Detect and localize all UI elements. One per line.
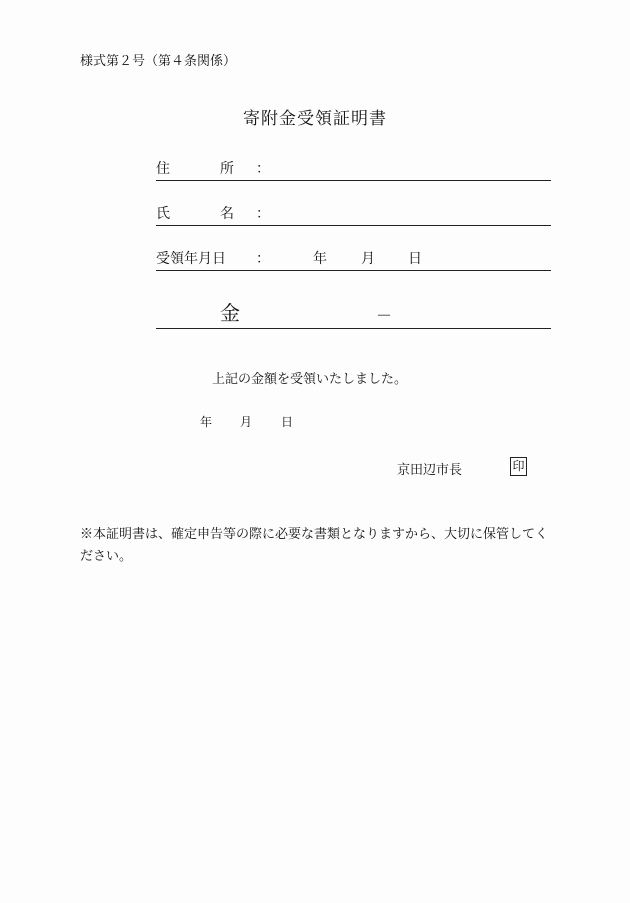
seal-box: 印 <box>510 457 527 476</box>
name-colon: ： <box>256 206 270 222</box>
address-label-char-2: 所 <box>220 161 234 177</box>
received-date-month: 月 <box>361 251 375 267</box>
received-date-field <box>156 248 551 271</box>
received-statement: 上記の金額を受領いたしました。 <box>212 372 408 387</box>
issue-date-day: 日 <box>281 415 294 429</box>
name-label-char-1: 氏 <box>156 206 170 222</box>
name-field <box>156 203 551 226</box>
amount-field <box>156 302 551 329</box>
received-date-year: 年 <box>313 251 327 267</box>
received-date-colon: ： <box>256 251 270 267</box>
amount-label: 金 <box>220 301 240 325</box>
issuer-title: 京田辺市長 <box>397 463 463 478</box>
received-date-label: 受領年月日 <box>156 251 226 267</box>
document-title: 寄附金受領証明書 <box>243 109 387 129</box>
amount-dash: － <box>376 306 393 325</box>
address-label-char-1: 住 <box>156 161 170 177</box>
received-date-day: 日 <box>408 251 422 267</box>
address-colon: ： <box>256 161 270 177</box>
issue-date-year: 年 <box>200 415 213 429</box>
address-field <box>156 158 551 181</box>
form-number: 様式第２号（第４条関係） <box>80 54 237 69</box>
name-label-char-2: 名 <box>220 206 234 222</box>
notice-text: ※本証明書は、確定申告等の際に必要な書類となりますから、大切に保管してください。 <box>80 527 549 564</box>
issue-date-month: 月 <box>240 415 253 429</box>
